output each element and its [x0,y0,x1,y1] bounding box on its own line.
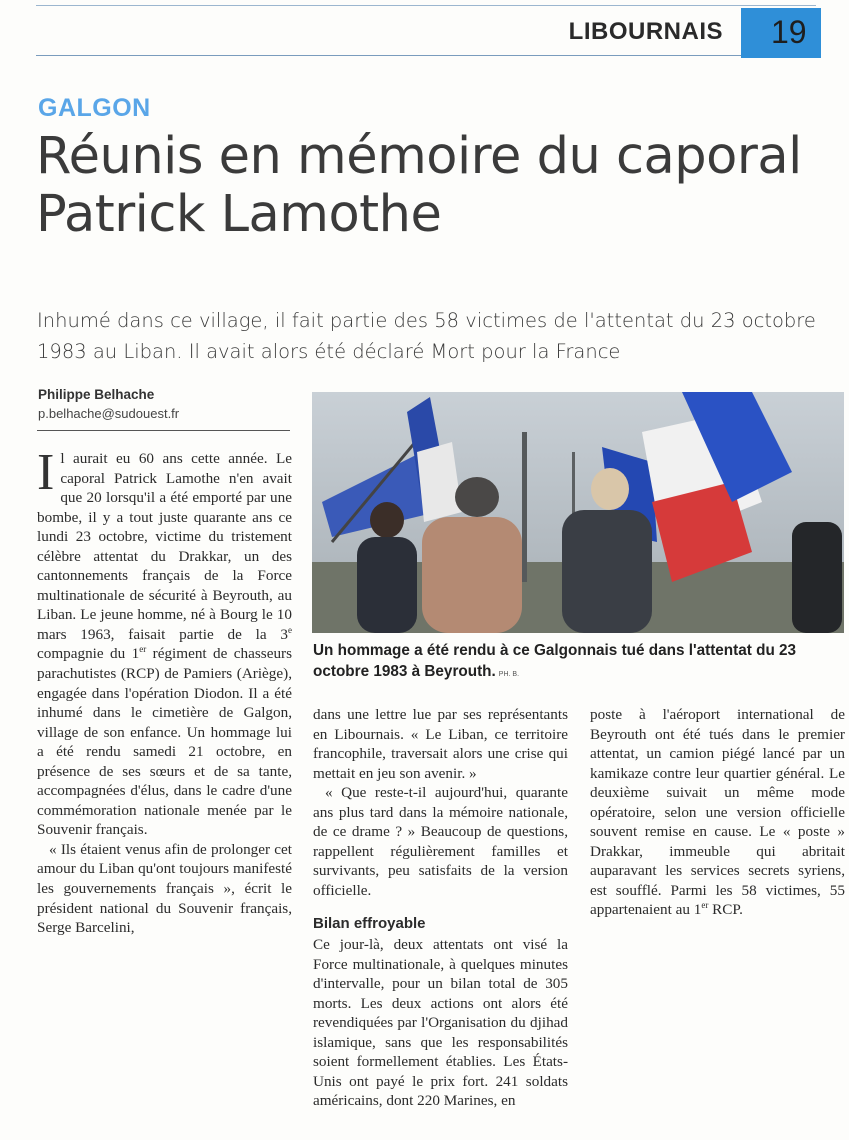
paragraph: Il aurait eu 60 ans cette année. Le caporal Patrick Lamothe n'en avait que 20 lorsqu'il a été emporté par une bombe, il y a tout juste quarante ans ce lundi 23 octobre, victime du tristement célèbre attentat du Drakkar, un des cantonnements français de la Force multinationale de sécurité à Beyrouth, au Liban. Le jeune homme, né à Bourg le 10 mars 1963, faisait partie de la 3e compagnie du 1er régiment de chasseurs parachutistes (RCP) de Pamiers (Ariège), engagée dans l'opération Diodon. Il a été inhumé dans le cimetière de Galgon, village de son enfance. Un hommage lui a été rendu samedi 21 octobre, en présence de ses sœurs et de sa tante, accompagnées d'élus, dans le cadre d'une commémoration nationale menée par le Souvenir français. [37,444,293,839]
body-column-1 [37,444,293,938]
caption-text: Un hommage a été rendu à ce Galgonnais tué dans l'attentat du 23 octobre 1983 à Beyrouth. [313,642,797,680]
subheading: Bilan effroyable [313,915,426,933]
photo-credit: PH. B. [498,671,520,678]
paragraph: « Ils étaient venus afin de prolonger cet amour du Liban qu'ont toujours manifesté les gouvernements français », écrit le président national du Souvenir français, Serge Barcelini, [37,840,292,937]
paragraph: Ce jour-là, deux attentats ont visé la Force multinationale, à quelques minutes d'intervalle, pour un bilan total de 305 morts. Les deux actions ont alors été revendiquées par l'Organisation du djihad islamique, sans que les responsabilités soient formellement établies. Les États-Unis ont payé le prix fort. 241 soldats américains, dont 220 Marines, en [313,936,568,1110]
page-number: 19 [771,14,807,50]
photo-caption [313,640,848,685]
author-name: Philippe Belhache [38,387,155,402]
body-column-2 [313,705,568,1111]
paragraph: dans une lettre lue par ses représentants en Libournais. « Le Liban, ce territoire francophile, traversait alors une crise qui mettait en jeu son avenir. » [313,706,568,782]
ceremony-photo-illustration [312,392,844,633]
article-photo [312,392,844,633]
header-rule [36,55,741,56]
drop-cap: I [37,444,55,501]
article-standfirst: Inhumé dans ce village, il fait partie des 58 victimes de l'attentat du 23 octobre 1983 au Liban. Il avait alors été déclaré Mort pour la France [37,309,816,363]
paragraph: « Que reste-t-il aujourd'hui, quarante ans plus tard dans la mémoire nationale, de ce drame ? » Beaucoup de questions, rappellent régulièrement familles et survivants, peu satisfaits de la version officielle. [313,784,568,899]
section-title: LIBOURNAIS [568,18,723,45]
paragraph: poste à l'aéroport international de Beyrouth ont été tués dans le premier attentat, un camion piégé lancé par un kamikaze contre leur quartier général. Le deuxième suivait un même mode opératoire, selon une version officielle souvent remise en cause. Le « poste » Drakkar, immeuble qui abritait auparavant les services secrets syriens, est soufflé. Parmi les 58 victimes, 55 appartenaient au 1er RCP. [590,706,845,919]
body-column-3 [590,705,845,920]
article-kicker: GALGON [38,94,151,122]
author-email: p.belhache@sudouest.fr [38,406,180,421]
article-headline: Réunis en mémoire du caporal Patrick Lamothe [36,127,802,244]
author-rule [37,430,290,431]
top-rule [36,5,816,6]
